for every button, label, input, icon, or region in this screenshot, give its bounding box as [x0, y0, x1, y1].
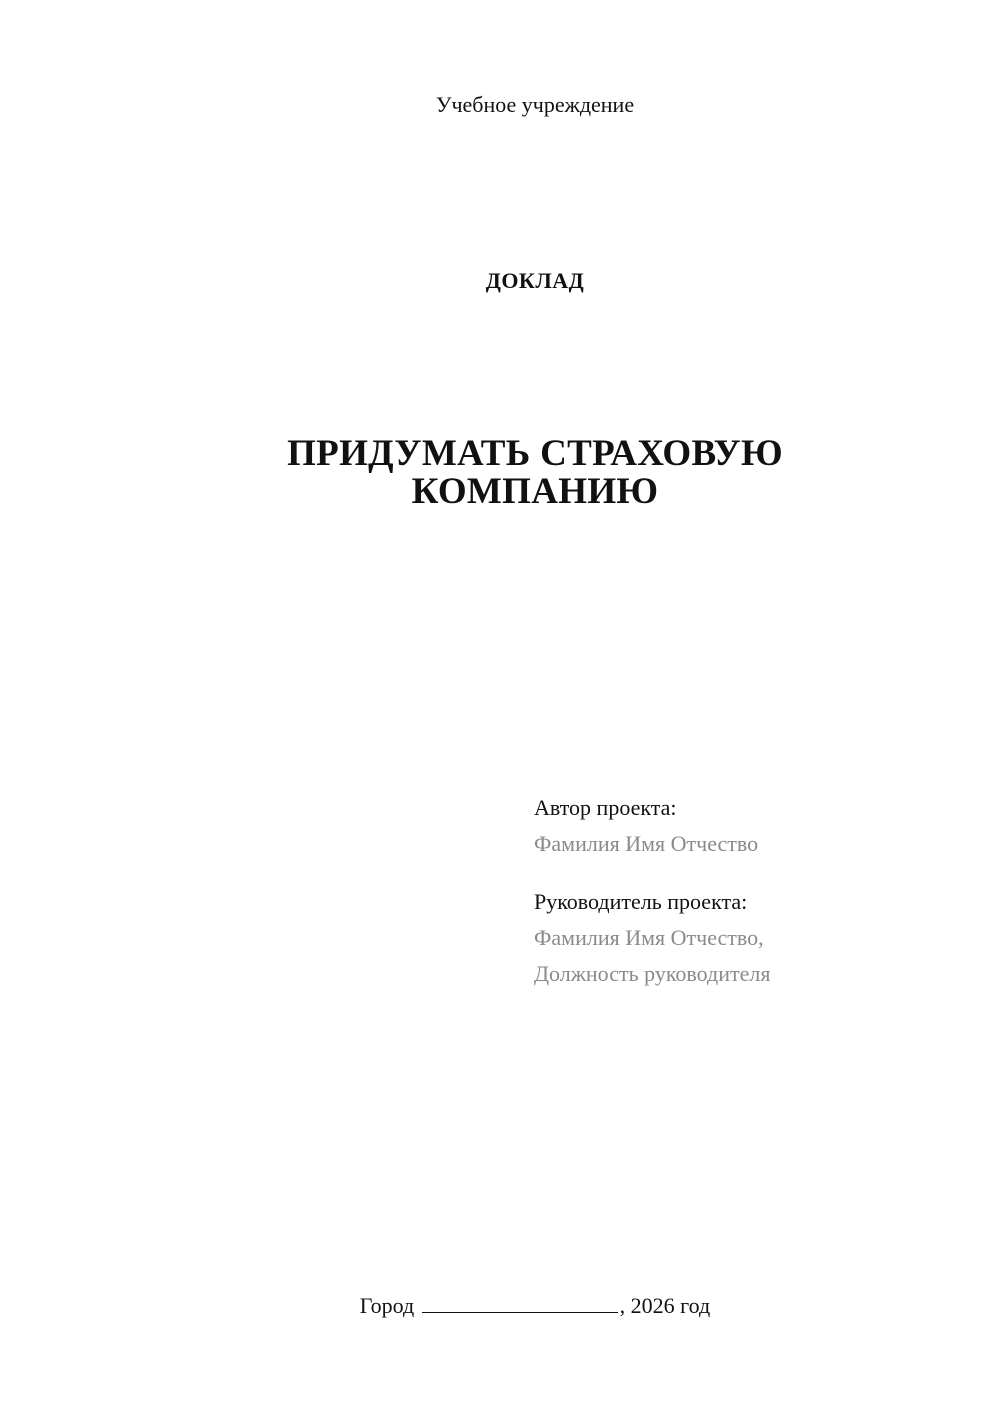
supervisor-position: Должность руководителя [534, 961, 771, 986]
document-title [0, 435, 1000, 511]
year-text: , 2026 год [619, 1293, 711, 1318]
title-line-2: КОМПАНИЮ [411, 471, 659, 512]
institution-name: Учебное учреждение [435, 92, 635, 117]
city-blank-underline [422, 1292, 618, 1313]
city-label: Город [359, 1293, 415, 1318]
title-line-1: ПРИДУМАТЬ СТРАХОВУЮ [287, 433, 783, 474]
supervisor-label: Руководитель проекта: [534, 889, 748, 914]
author-name: Фамилия Имя Отчество [534, 831, 759, 856]
document-type: ДОКЛАД [485, 268, 585, 293]
project-info-block [534, 790, 770, 992]
author-label: Автор проекта: [534, 795, 677, 820]
info-spacer [534, 862, 770, 884]
supervisor-name: Фамилия Имя Отчество, [534, 925, 764, 950]
city-year-line [0, 1292, 1000, 1319]
